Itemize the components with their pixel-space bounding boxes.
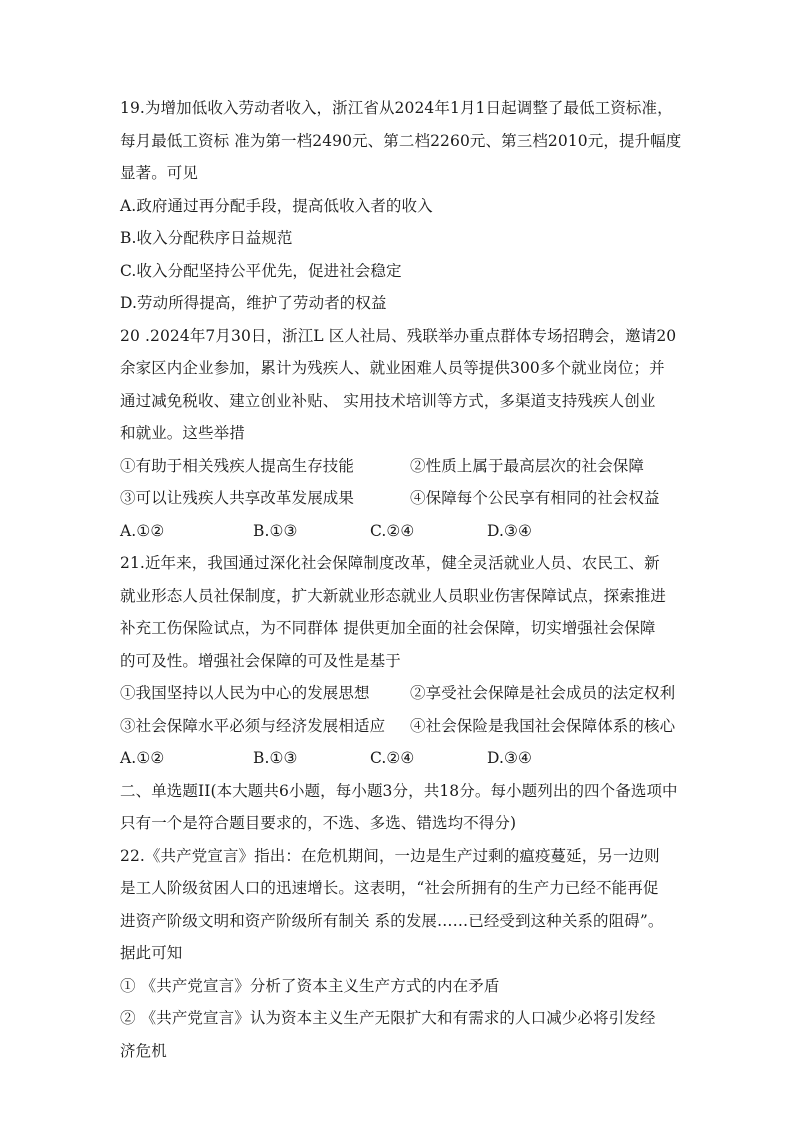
statement-1: ①我国坚持以人民为中心的发展思想 — [120, 684, 370, 702]
statement-2-continued: 济危机 — [120, 1041, 167, 1060]
option-c: C.收入分配坚持公平优先，促进社会稳定 — [120, 261, 402, 280]
question-19-stem-line: 显著。可见 — [120, 164, 199, 182]
statement-1: ① 《共产党宣言》分析了资本主义生产方式的内在矛盾 — [120, 976, 500, 995]
question-21 — [120, 547, 690, 775]
statement-4: ④社会保险是我国社会保障体系的核心 — [410, 716, 676, 735]
question-22-stem-line: 22.《共产党宣言》指出：在危机期间，一边是生产过剩的瘟疫蔓延，另一边则 — [120, 846, 660, 865]
question-19-stem-line: 19.为增加低收入劳动者收入，浙江省从2024年1月1日起调整了最低工资标准， — [120, 99, 673, 117]
statement-1: ①有助于相关残疾人提高生存技能 — [120, 456, 355, 475]
question-19-stem-line: 每月最低工资标 准为第一档2490元、第二档2260元、第三档2010元，提升幅度 — [120, 131, 682, 150]
statement-3: ③社会保障水平必须与经济发展相适应 — [120, 716, 386, 735]
choices-row — [120, 742, 690, 775]
choice-c: C.②④ — [370, 749, 415, 767]
section-2-heading — [120, 775, 690, 840]
option-d: D.劳动所得提高，维护了劳动者的权益 — [120, 294, 387, 312]
statement-row — [120, 450, 690, 483]
statement-4: ④保障每个公民享有相同的社会权益 — [410, 489, 660, 507]
question-22 — [120, 840, 690, 1068]
option-b: B.收入分配秩序日益规范 — [120, 229, 293, 247]
question-20-stem-line: 通过减免税收、建立创业补贴、 实用技术培训等方式，多渠道支持残疾人创业 — [120, 391, 656, 410]
statement-3: ③可以让残疾人共享改革发展成果 — [120, 489, 355, 507]
statement-2: ② 《共产党宣言》认为资本主义生产无限扩大和有需求的人口减少必将引发经 — [120, 1009, 656, 1027]
section-heading-line: 二、单选题II(本大题共6小题，每小题3分，共18分。每小题列出的四个备选项中 — [120, 781, 678, 800]
question-22-stem-line: 据此可知 — [120, 944, 183, 962]
question-20 — [120, 320, 690, 548]
exam-page — [120, 92, 690, 1067]
question-20-stem-line: 余家区内企业参加，累计为残疾人、就业困难人员等提供300多个就业岗位；并 — [120, 359, 665, 377]
choice-d: D.③④ — [487, 521, 532, 540]
question-22-stem-line: 进资产阶级文明和资产阶级所有制关 系的发展……已经受到这种关系的阻碍”。 — [120, 911, 664, 930]
choice-c: C.②④ — [370, 521, 415, 540]
option-a: A.政府通过再分配手段，提高低收入者的收入 — [120, 196, 433, 215]
statement-2: ②性质上属于最高层次的社会保障 — [410, 456, 645, 475]
section-heading-line: 只有一个是符合题目要求的，不选、多选、错选均不得分) — [120, 814, 517, 832]
statement-2: ②享受社会保障是社会成员的法定权利 — [410, 684, 676, 702]
question-21-stem-line: 的可及性。增强社会保障的可及性是基于 — [120, 651, 401, 670]
question-21-stem-line: 就业形态人员社保制度，扩大新就业形态就业人员职业伤害保障试点，探索推进 — [120, 586, 667, 605]
statement-row — [120, 710, 690, 743]
statement-row — [120, 677, 690, 710]
choice-a: A.①② — [120, 749, 165, 767]
choice-d: D.③④ — [487, 749, 532, 767]
choice-b: B.①③ — [253, 749, 298, 767]
question-21-stem-line: 补充工伤保险试点，为不同群体 提供更加全面的社会保障，切实增强社会保障 — [120, 619, 656, 637]
choice-a: A.①② — [120, 521, 165, 540]
question-19 — [120, 92, 690, 320]
statement-row — [120, 482, 690, 515]
question-20-stem-line: 20 .2024年7月30日，浙江L 区人社局、残联举办重点群体专场招聘会，邀请20 — [120, 326, 677, 345]
choices-row — [120, 515, 690, 548]
question-22-stem-line: 是工人阶级贫困人口的迅速增长。这表明，“社会所拥有的生产力已经不能再促 — [120, 879, 659, 897]
question-20-stem-line: 和就业。这些举措 — [120, 424, 245, 442]
choice-b: B.①③ — [253, 521, 298, 540]
question-21-stem-line: 21.近年来，我国通过深化社会保障制度改革，健全灵活就业人员、农民工、新 — [120, 554, 660, 572]
